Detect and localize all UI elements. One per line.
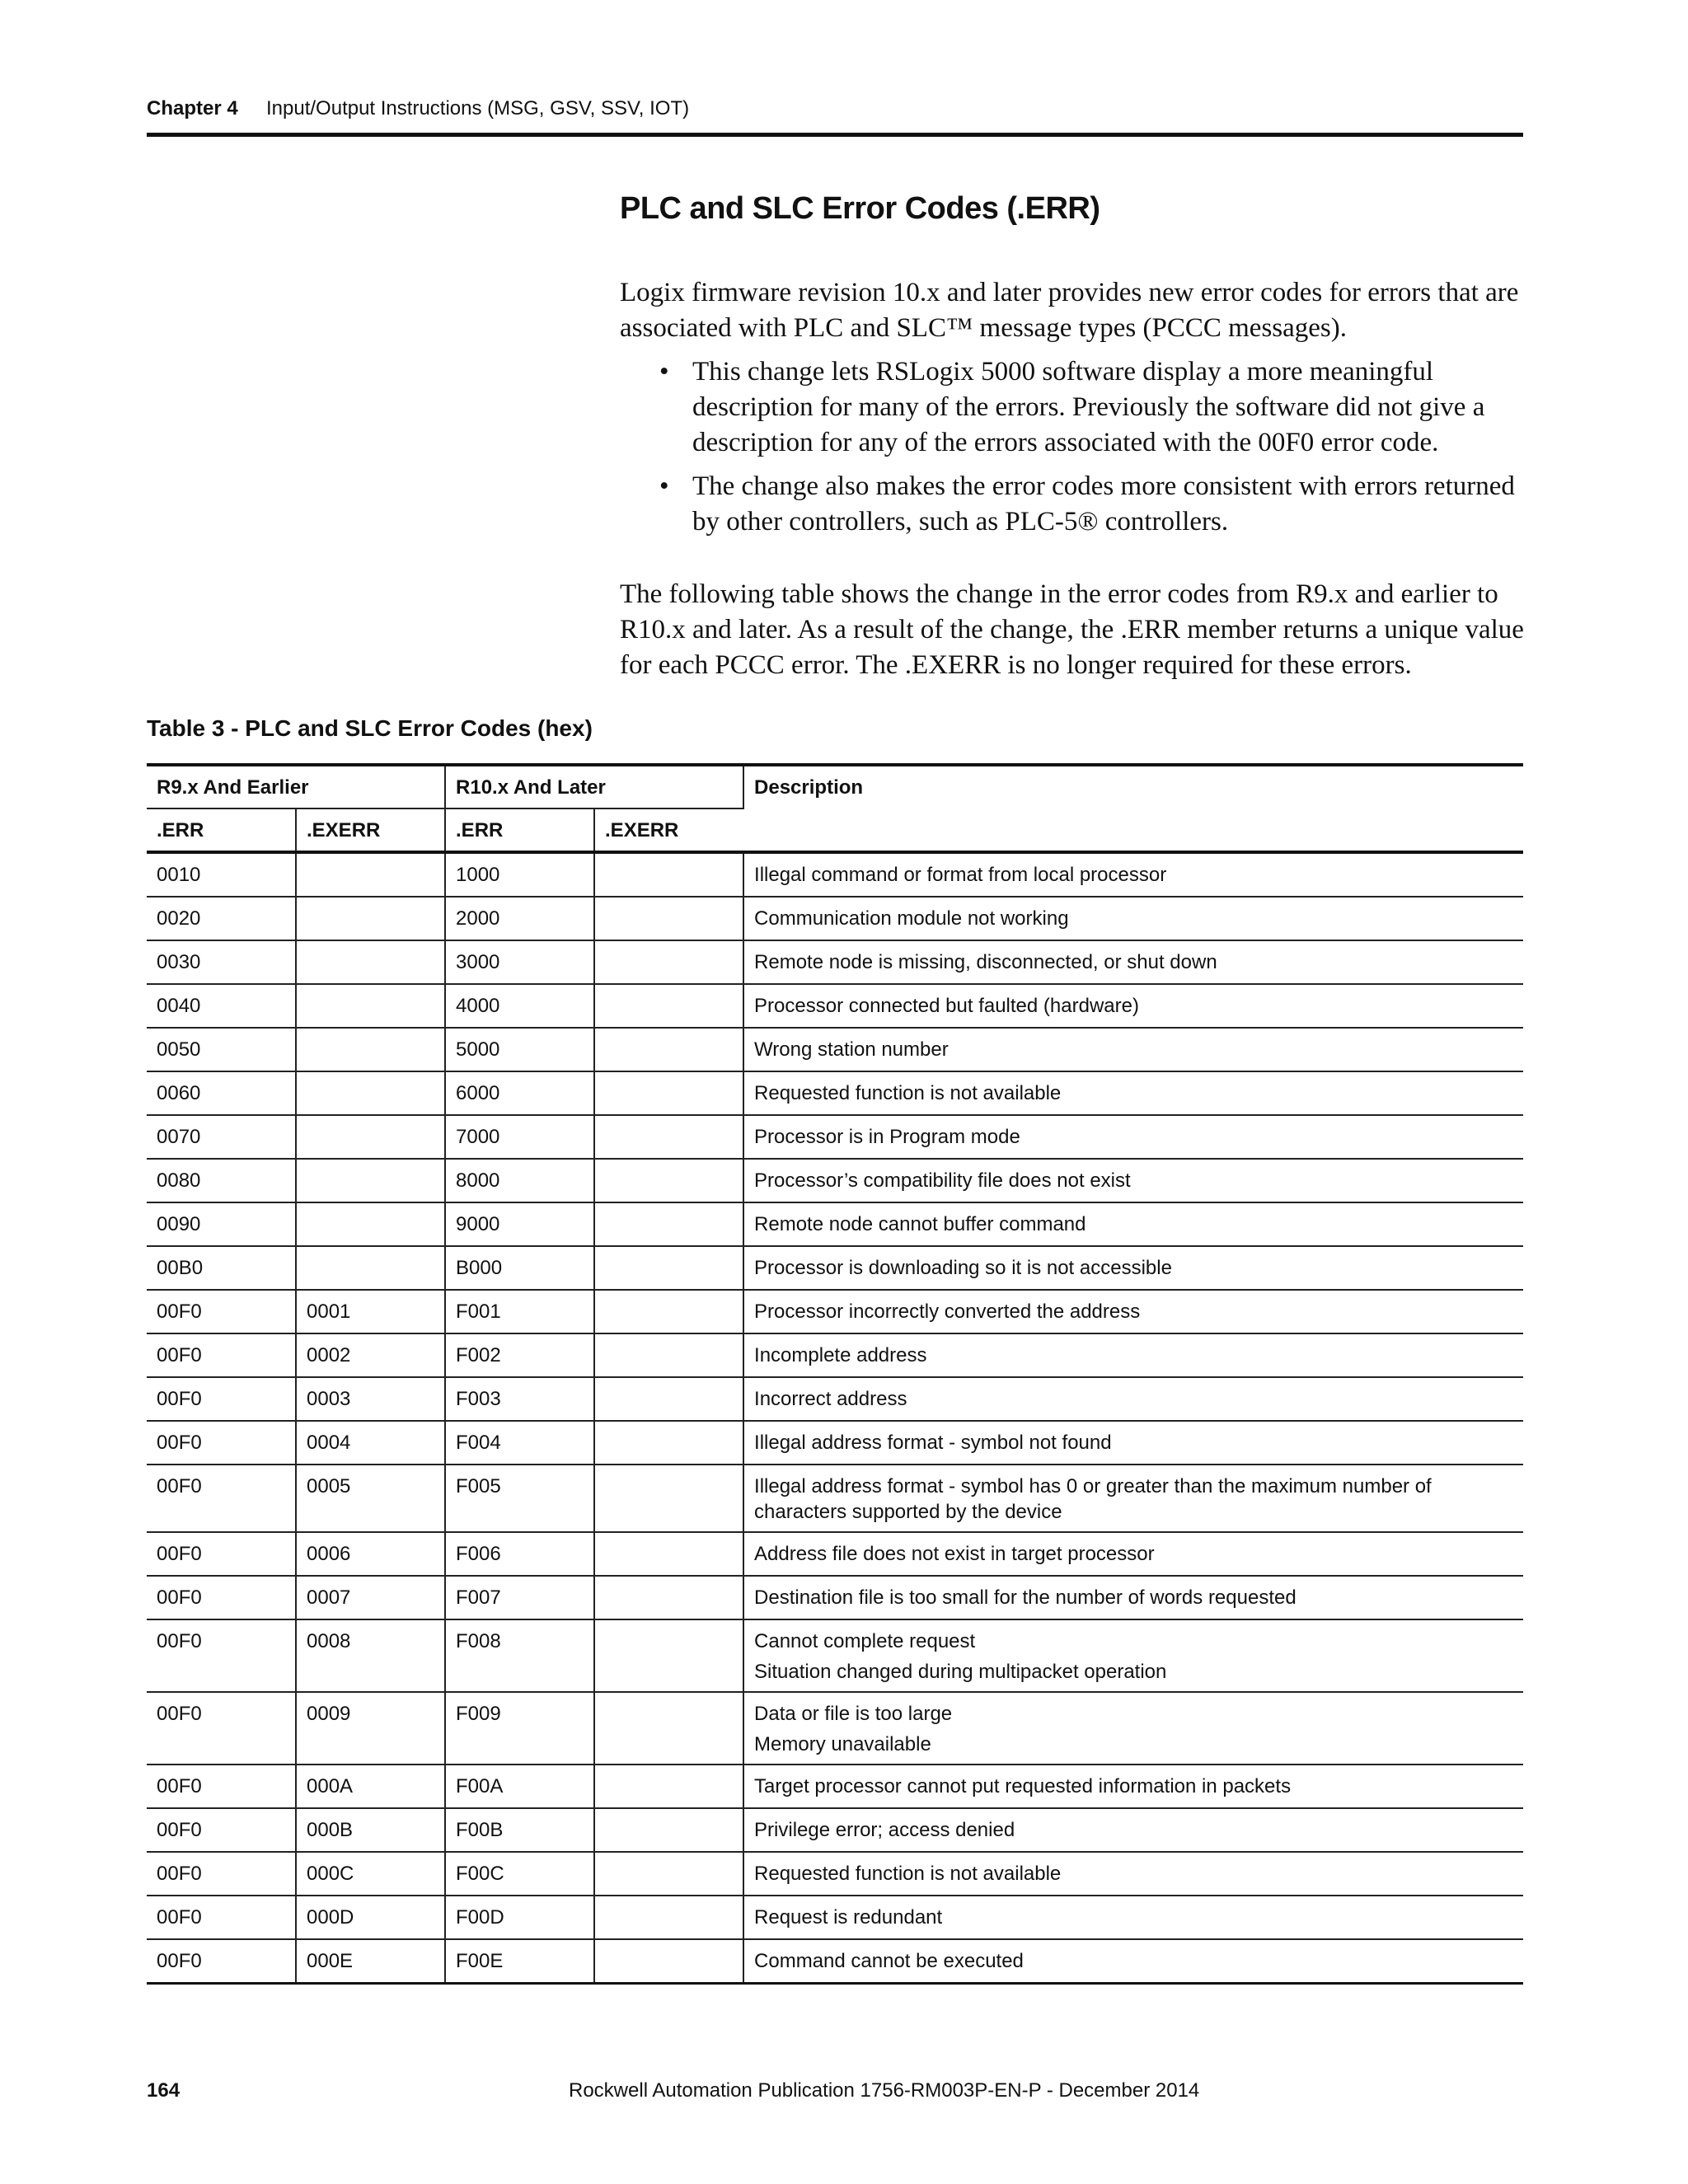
cell-r10-exerr	[594, 1071, 743, 1115]
table-row	[147, 1028, 1523, 1071]
description-line: Data or file is too large	[754, 1703, 953, 1725]
table-row	[147, 1692, 1523, 1765]
cell-r9-err: 00F0	[147, 1421, 296, 1465]
cell-r10-err: 6000	[445, 1071, 594, 1115]
header-r9-exerr: .EXERR	[296, 808, 445, 852]
cell-r10-err: F00E	[445, 1939, 594, 1984]
table-row	[147, 852, 1523, 897]
cell-description	[743, 1421, 1523, 1465]
header-r10-err: .ERR	[445, 808, 594, 852]
header-description: Description	[743, 765, 1523, 852]
cell-r10-exerr	[594, 897, 743, 940]
description-line: Processor is in Program mode	[754, 1126, 1020, 1148]
cell-r10-err: F001	[445, 1290, 594, 1333]
cell-r9-err: 00F0	[147, 1532, 296, 1576]
cell-r10-err: 8000	[445, 1159, 594, 1202]
table-row	[147, 1071, 1523, 1115]
cell-r9-exerr	[296, 984, 445, 1028]
cell-description	[743, 1532, 1523, 1576]
publication-info: Rockwell Automation Publication 1756-RM003P-EN-P - December 2014	[569, 2079, 1200, 2102]
cell-r9-exerr: 000E	[296, 1939, 445, 1984]
description-line: Target processor cannot put requested information in packets	[754, 1775, 1292, 1797]
cell-description	[743, 1028, 1523, 1071]
cell-r10-exerr	[594, 1852, 743, 1896]
cell-description	[743, 1115, 1523, 1159]
cell-r10-exerr	[594, 1202, 743, 1246]
cell-description	[743, 1765, 1523, 1808]
cell-r10-exerr	[594, 1896, 743, 1939]
chapter-title: Input/Output Instructions (MSG, GSV, SSV, IOT)	[266, 97, 690, 120]
cell-r9-err: 00F0	[147, 1692, 296, 1765]
cell-r10-err: F003	[445, 1377, 594, 1421]
cell-r10-exerr	[594, 1808, 743, 1852]
page-header	[147, 92, 1523, 134]
bullet-text: The change also makes the error codes more consistent with errors returned by other controllers, such as PLC-5® controllers.	[692, 471, 1515, 537]
description-line: Situation changed during multipacket operation	[754, 1661, 1167, 1683]
cell-r9-err: 00F0	[147, 1576, 296, 1619]
table-row	[147, 1808, 1523, 1852]
description-line: Cannot complete request	[754, 1630, 976, 1652]
description-line: Communication module not working	[754, 907, 1069, 930]
cell-r10-err: 2000	[445, 897, 594, 940]
cell-description	[743, 1852, 1523, 1896]
cell-description	[743, 1692, 1523, 1765]
cell-description	[743, 852, 1523, 897]
bullet-text: This change lets RSLogix 5000 software display a more meaningful description for many of the errors. Previously the software did not give a description for any of the errors associated with the 00F0 error code.	[692, 357, 1485, 457]
cell-r10-exerr	[594, 1333, 743, 1377]
bullet-item	[620, 469, 1526, 540]
cell-r10-exerr	[594, 1619, 743, 1692]
cell-r10-err: F007	[445, 1576, 594, 1619]
page-number: 164	[147, 2079, 181, 2102]
cell-r10-exerr	[594, 1532, 743, 1576]
cell-r9-exerr	[296, 897, 445, 940]
cell-r10-exerr	[594, 940, 743, 984]
cell-description	[743, 1896, 1523, 1939]
cell-r10-err: 1000	[445, 852, 594, 897]
cell-r10-exerr	[594, 1159, 743, 1202]
cell-r9-exerr: 000B	[296, 1808, 445, 1852]
description-line: Wrong station number	[754, 1038, 949, 1061]
cell-description	[743, 1377, 1523, 1421]
cell-r9-err: 0060	[147, 1071, 296, 1115]
cell-r9-err: 0050	[147, 1028, 296, 1071]
cell-r10-exerr	[594, 1421, 743, 1465]
bullet-icon: •	[659, 471, 669, 501]
cell-r10-err: F00A	[445, 1765, 594, 1808]
header-r9: R9.x And Earlier	[147, 765, 445, 808]
description-line: Memory unavailable	[754, 1733, 931, 1755]
bullet-list	[620, 354, 1526, 548]
cell-r10-err: 7000	[445, 1115, 594, 1159]
cell-r10-err: F00C	[445, 1852, 594, 1896]
table-row	[147, 897, 1523, 940]
table-row	[147, 1765, 1523, 1808]
cell-r9-err: 00F0	[147, 1619, 296, 1692]
header-rule	[147, 133, 1523, 137]
cell-description	[743, 1159, 1523, 1202]
table-row	[147, 1290, 1523, 1333]
cell-r9-exerr: 0006	[296, 1532, 445, 1576]
cell-r9-err: 0090	[147, 1202, 296, 1246]
table-row	[147, 1465, 1523, 1532]
cell-r10-exerr	[594, 1939, 743, 1984]
cell-r10-err: F00D	[445, 1896, 594, 1939]
table-row	[147, 1619, 1523, 1692]
cell-r9-exerr: 0007	[296, 1576, 445, 1619]
header-r10: R10.x And Later	[445, 765, 743, 808]
cell-description	[743, 1619, 1523, 1692]
description-line: Incorrect address	[754, 1388, 907, 1410]
cell-r9-exerr: 000C	[296, 1852, 445, 1896]
cell-description	[743, 1290, 1523, 1333]
cell-r9-err: 00F0	[147, 1333, 296, 1377]
cell-r10-err: B000	[445, 1246, 594, 1290]
bullet-item	[620, 354, 1526, 461]
description-line: Request is redundant	[754, 1906, 943, 1929]
cell-r9-err: 00F0	[147, 1765, 296, 1808]
cell-r10-err: F009	[445, 1692, 594, 1765]
table-row	[147, 940, 1523, 984]
description-line: Requested function is not available	[754, 1082, 1062, 1104]
cell-r9-exerr: 0004	[296, 1421, 445, 1465]
cell-r10-err: F005	[445, 1465, 594, 1532]
cell-r10-err: F008	[445, 1619, 594, 1692]
header-r10-exerr: .EXERR	[594, 808, 743, 852]
table-row	[147, 1532, 1523, 1576]
cell-r9-exerr: 000A	[296, 1765, 445, 1808]
table-row	[147, 1333, 1523, 1377]
description-line: Privilege error; access denied	[754, 1819, 1015, 1841]
cell-r9-err: 00F0	[147, 1290, 296, 1333]
description-line: Illegal command or format from local processor	[754, 864, 1167, 886]
table-row	[147, 1939, 1523, 1984]
cell-r9-exerr: 0001	[296, 1290, 445, 1333]
cell-r9-exerr	[296, 1028, 445, 1071]
cell-r10-exerr	[594, 984, 743, 1028]
cell-r9-exerr	[296, 1202, 445, 1246]
cell-r10-err: 9000	[445, 1202, 594, 1246]
cell-r9-err: 0030	[147, 940, 296, 984]
cell-r10-exerr	[594, 1246, 743, 1290]
cell-r9-exerr	[296, 1159, 445, 1202]
cell-description	[743, 984, 1523, 1028]
cell-description	[743, 1333, 1523, 1377]
cell-r9-exerr: 0009	[296, 1692, 445, 1765]
cell-r9-exerr	[296, 1115, 445, 1159]
cell-description	[743, 897, 1523, 940]
cell-description	[743, 1808, 1523, 1852]
description-line: Command cannot be executed	[754, 1950, 1024, 1972]
error-code-table	[147, 763, 1523, 1985]
cell-r9-err: 00F0	[147, 1377, 296, 1421]
table-row	[147, 1421, 1523, 1465]
table-row	[147, 1896, 1523, 1939]
cell-r9-exerr: 0003	[296, 1377, 445, 1421]
cell-r10-err: F00B	[445, 1808, 594, 1852]
table-row	[147, 1246, 1523, 1290]
cell-r9-exerr: 000D	[296, 1896, 445, 1939]
description-line: Destination file is too small for the number of words requested	[754, 1586, 1296, 1609]
description-line: Remote node cannot buffer command	[754, 1213, 1086, 1235]
table-row	[147, 1115, 1523, 1159]
description-line: Requested function is not available	[754, 1863, 1062, 1885]
cell-r10-exerr	[594, 852, 743, 897]
cell-r10-exerr	[594, 1765, 743, 1808]
cell-r10-exerr	[594, 1028, 743, 1071]
cell-r10-exerr	[594, 1290, 743, 1333]
table-body	[147, 852, 1523, 1984]
chapter-label: Chapter 4	[147, 97, 238, 120]
cell-r9-err: 0040	[147, 984, 296, 1028]
description-line: Address file does not exist in target processor	[754, 1543, 1155, 1565]
description-line: Processor’s compatibility file does not exist	[754, 1169, 1131, 1192]
description-line: Incomplete address	[754, 1344, 927, 1366]
cell-r10-exerr	[594, 1377, 743, 1421]
cell-r10-exerr	[594, 1692, 743, 1765]
table-caption: Table 3 - PLC and SLC Error Codes (hex)	[147, 715, 593, 741]
bullet-icon: •	[659, 357, 669, 387]
description-line: Processor connected but faulted (hardware)	[754, 995, 1139, 1017]
cell-r10-err: 5000	[445, 1028, 594, 1071]
table-row	[147, 1576, 1523, 1619]
cell-r10-err: F004	[445, 1421, 594, 1465]
cell-r10-err: F002	[445, 1333, 594, 1377]
cell-r9-exerr: 0008	[296, 1619, 445, 1692]
followup-paragraph: The following table shows the change in the error codes from R9.x and earlier to R10.x and later. As a result of the change, the .ERR member returns a unique value for each PCCC error. The .EXERR is no longer required for these errors.	[620, 579, 1524, 680]
cell-description	[743, 1939, 1523, 1984]
cell-r9-exerr	[296, 940, 445, 984]
cell-description	[743, 1465, 1523, 1532]
cell-r9-err: 0080	[147, 1159, 296, 1202]
cell-r9-err: 00F0	[147, 1852, 296, 1896]
description-line: Remote node is missing, disconnected, or shut down	[754, 951, 1217, 973]
cell-r10-exerr	[594, 1115, 743, 1159]
cell-r9-err: 00F0	[147, 1465, 296, 1532]
cell-r9-exerr: 0005	[296, 1465, 445, 1532]
cell-r10-exerr	[594, 1465, 743, 1532]
cell-r10-exerr	[594, 1576, 743, 1619]
cell-r9-err: 00F0	[147, 1808, 296, 1852]
cell-r10-err: F006	[445, 1532, 594, 1576]
table-row	[147, 1202, 1523, 1246]
cell-r10-err: 4000	[445, 984, 594, 1028]
cell-description	[743, 1202, 1523, 1246]
cell-r9-exerr	[296, 852, 445, 897]
description-line: Processor is downloading so it is not accessible	[754, 1257, 1172, 1279]
table-row	[147, 1852, 1523, 1896]
table-row	[147, 984, 1523, 1028]
cell-r10-err: 3000	[445, 940, 594, 984]
cell-description	[743, 940, 1523, 984]
group-header-row	[147, 765, 1523, 808]
cell-r9-exerr	[296, 1246, 445, 1290]
description-line: Processor incorrectly converted the address	[754, 1301, 1141, 1323]
cell-r9-err: 00F0	[147, 1939, 296, 1984]
table-row	[147, 1377, 1523, 1421]
cell-r9-err: 00F0	[147, 1896, 296, 1939]
section-title: PLC and SLC Error Codes (.ERR)	[620, 191, 1100, 226]
description-line: Illegal address format - symbol not found	[754, 1432, 1112, 1454]
table-row	[147, 1159, 1523, 1202]
intro-paragraph: Logix firmware revision 10.x and later provides new error codes for errors that are associated with PLC and SLC™ message types (PCCC messages).	[620, 278, 1519, 343]
cell-r9-exerr: 0002	[296, 1333, 445, 1377]
cell-description	[743, 1576, 1523, 1619]
cell-r9-err: 0070	[147, 1115, 296, 1159]
description-line: Illegal address format - symbol has 0 or greater than the maximum number of characters supported by the device	[754, 1475, 1432, 1523]
cell-r9-exerr	[296, 1071, 445, 1115]
cell-description	[743, 1246, 1523, 1290]
cell-r9-err: 0020	[147, 897, 296, 940]
header-r9-err: .ERR	[147, 808, 296, 852]
cell-r9-err: 00B0	[147, 1246, 296, 1290]
cell-r9-err: 0010	[147, 852, 296, 897]
cell-description	[743, 1071, 1523, 1115]
